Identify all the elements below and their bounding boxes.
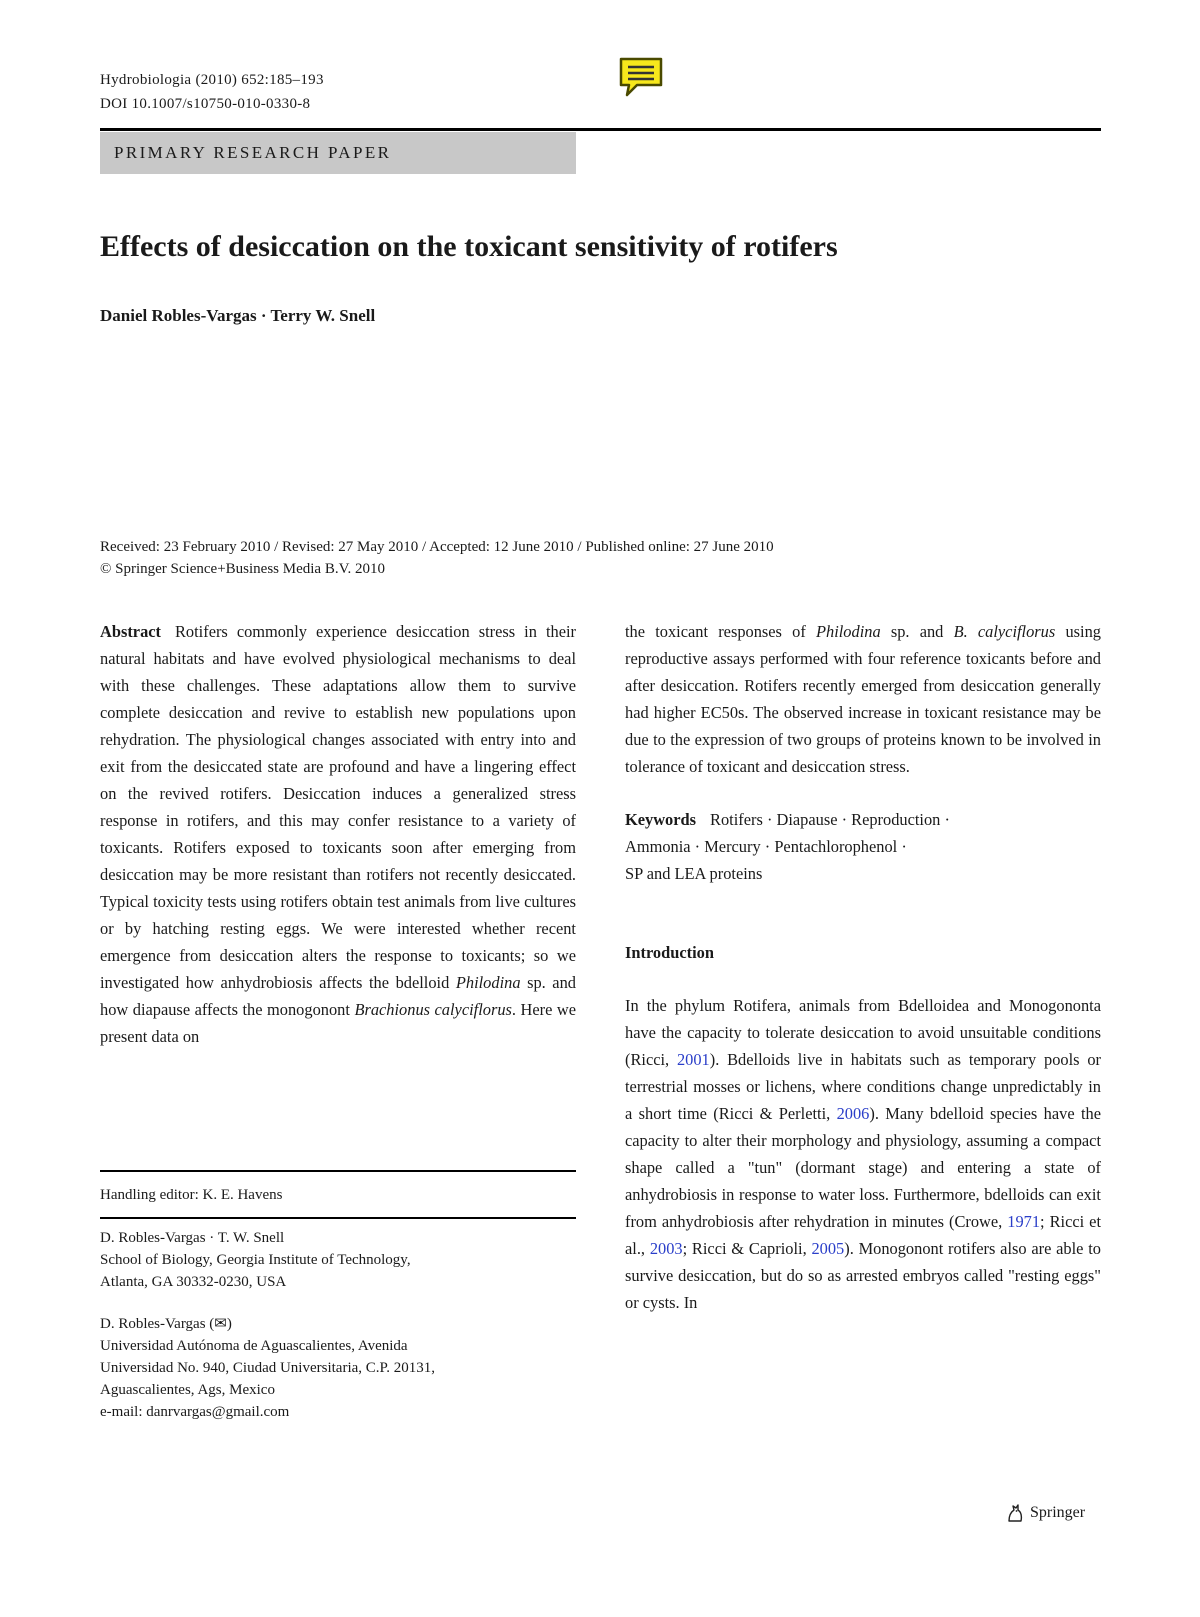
- affiliation-1: [100, 1227, 576, 1293]
- affiliation-1-line-2: Atlanta, GA 30332-0230, USA: [100, 1274, 287, 1290]
- introduction-heading: Introduction: [625, 943, 714, 962]
- affiliation-2-name: D. Robles-Vargas (✉): [100, 1316, 232, 1332]
- abstract-column: [100, 618, 576, 1050]
- keyword-item: Diapause: [776, 810, 838, 829]
- species-b-calyciflorus: B. calyciflorus: [953, 622, 1056, 641]
- abstract-cont-text-1: the toxicant responses of: [625, 622, 816, 641]
- abstract-text-3: . Here we present data on: [100, 1000, 577, 1046]
- abstract-continuation: [625, 618, 1101, 780]
- species-brachionus: Brachionus calyciflorus: [354, 1000, 512, 1019]
- copyright-line: © Springer Science+Business Media B.V. 2010: [100, 561, 385, 577]
- species-philodina-2: Philodina: [815, 622, 881, 641]
- keyword-item: SP and LEA proteins: [625, 864, 763, 883]
- abstract-cont-text-3: using reproductive assays performed with four reference toxicants before and after desiccation. Rotifers recently emerged from desiccation generally had higher EC50s. The observed increase in toxicant resistance may be due to the expression of two groups of proteins known to be involved in tolerance of toxicant and desiccation stress.: [625, 622, 1101, 776]
- abstract-paragraph: [100, 618, 576, 1050]
- right-column: [625, 618, 1101, 1316]
- abstract-text-2: sp. and how diapause affects the monogonont: [100, 973, 576, 1019]
- intro-text: ; Ricci & Caprioli,: [682, 1239, 812, 1258]
- article-authors: Daniel Robles-Vargas · Terry W. Snell: [100, 306, 376, 325]
- keyword-item: Ammonia: [625, 837, 691, 856]
- article-type-banner: PRIMARY RESEARCH PAPER: [100, 132, 576, 174]
- journal-citation: Hydrobiologia (2010) 652:185–193: [100, 72, 324, 88]
- affiliation-2-line-3: Aguascalientes, Ags, Mexico: [100, 1382, 275, 1398]
- keyword-item: Pentachlorophenol: [774, 837, 898, 856]
- abstract-cont-text-2: sp. and: [880, 622, 954, 641]
- dates-history: Received: 23 February 2010 / Revised: 27 May 2010 / Accepted: 12 June 2010 / Published online: 27 June 2010: [100, 539, 774, 555]
- abstract-text-1: Rotifers commonly experience desiccation stress in their natural habitats and have evolved physiological mechanisms to deal with these challenges. These adaptations allow them to survive complete desiccation and revive to establish new populations upon rehydration. The physiological changes associated with entry into and exit from the desiccated state are profound and have a lingering effect on the revived rotifers. Desiccation induces a generalized stress response in rotifers, and this may confer resistance to a variety of toxicants. Rotifers exposed to toxicants soon after emerging from desiccation may be more resistant than rotifers not recently desiccated. Typical toxicity tests using rotifers obtain test animals from live cultures or by hatching resting eggs. We were interested whether recent emergence from desiccation alters the response to toxicants; so we investigated how anhydrobiosis affects the bdelloid: [100, 622, 576, 992]
- citation-link[interactable]: 2006: [836, 1104, 870, 1123]
- keywords-block: Keywords Rotifers · Diapause · Reproduction · Ammonia · Mercury · Pentachlorophenol · SP and LEA proteins: [625, 810, 950, 883]
- publisher-logo: [1006, 1503, 1085, 1523]
- intro-text: ; Ricci et al.,: [625, 1212, 1102, 1258]
- affiliation-1-names: D. Robles-Vargas · T. W. Snell: [100, 1230, 285, 1246]
- footnote-rule-bottom: [100, 1217, 576, 1219]
- citation-link[interactable]: 2001: [676, 1050, 710, 1069]
- publisher-name: Springer: [1030, 1504, 1086, 1521]
- citation-link[interactable]: 1971: [1007, 1212, 1041, 1231]
- affiliation-2-line-2: Universidad No. 940, Ciudad Universitaria, C.P. 20131,: [100, 1360, 435, 1376]
- keyword-item: Mercury: [704, 837, 761, 856]
- article-title: Effects of desiccation on the toxicant sensitivity of rotifers: [100, 230, 838, 263]
- affiliation-1-line-1: School of Biology, Georgia Institute of Technology,: [100, 1252, 411, 1268]
- footnote-rule-top: [100, 1170, 576, 1172]
- citation-link[interactable]: 2003: [649, 1239, 683, 1258]
- article-dates: [100, 536, 774, 580]
- species-philodina: Philodina: [455, 973, 521, 992]
- abstract-label: Abstract: [100, 622, 161, 641]
- keyword-item: Rotifers: [710, 810, 763, 829]
- intro-text: In the phylum Rotifera, animals from Bdelloidea and Monogononta have the capacity to tolerate desiccation to avoid unsuitable conditions (Ricci,: [625, 996, 1101, 1069]
- keyword-item: Reproduction: [851, 810, 941, 829]
- affiliation-2: [100, 1313, 576, 1423]
- intro-text: ). Many bdelloid species have the capacity to alter their morphology and physiology, assuming a compact shape called a "tun" (dormant stage) and entering a state of anhydrobiosis in response to water loss. Furthermore, bdelloids can exit from anhydrobiosis after rehydration in minutes (Crowe,: [625, 1104, 1101, 1231]
- comment-note-icon[interactable]: [617, 55, 665, 103]
- introduction-paragraph: [625, 992, 1101, 1316]
- citation-link[interactable]: 2005: [811, 1239, 845, 1258]
- affiliation-2-line-1: Universidad Autónoma de Aguascalientes, Avenida: [100, 1338, 408, 1354]
- keywords-label: Keywords: [625, 810, 697, 829]
- email-address: e-mail: danrvargas@gmail.com: [100, 1404, 290, 1420]
- handling-editor: Handling editor: K. E. Havens: [100, 1187, 283, 1203]
- intro-text: ). Monogonont rotifers also are able to survive desiccation, but do so as arrested embryos called "resting eggs" or cysts. In: [625, 1239, 1101, 1312]
- springer-horse-icon: [1006, 1503, 1024, 1523]
- header-rule: [100, 128, 1101, 131]
- journal-doi: DOI 10.1007/s10750-010-0330-8: [100, 96, 311, 112]
- intro-text: ). Bdelloids live in habitats such as temporary pools or terrestrial mosses or lichens, where conditions change unpredictably in a short time (Ricci & Perletti,: [625, 1050, 1101, 1123]
